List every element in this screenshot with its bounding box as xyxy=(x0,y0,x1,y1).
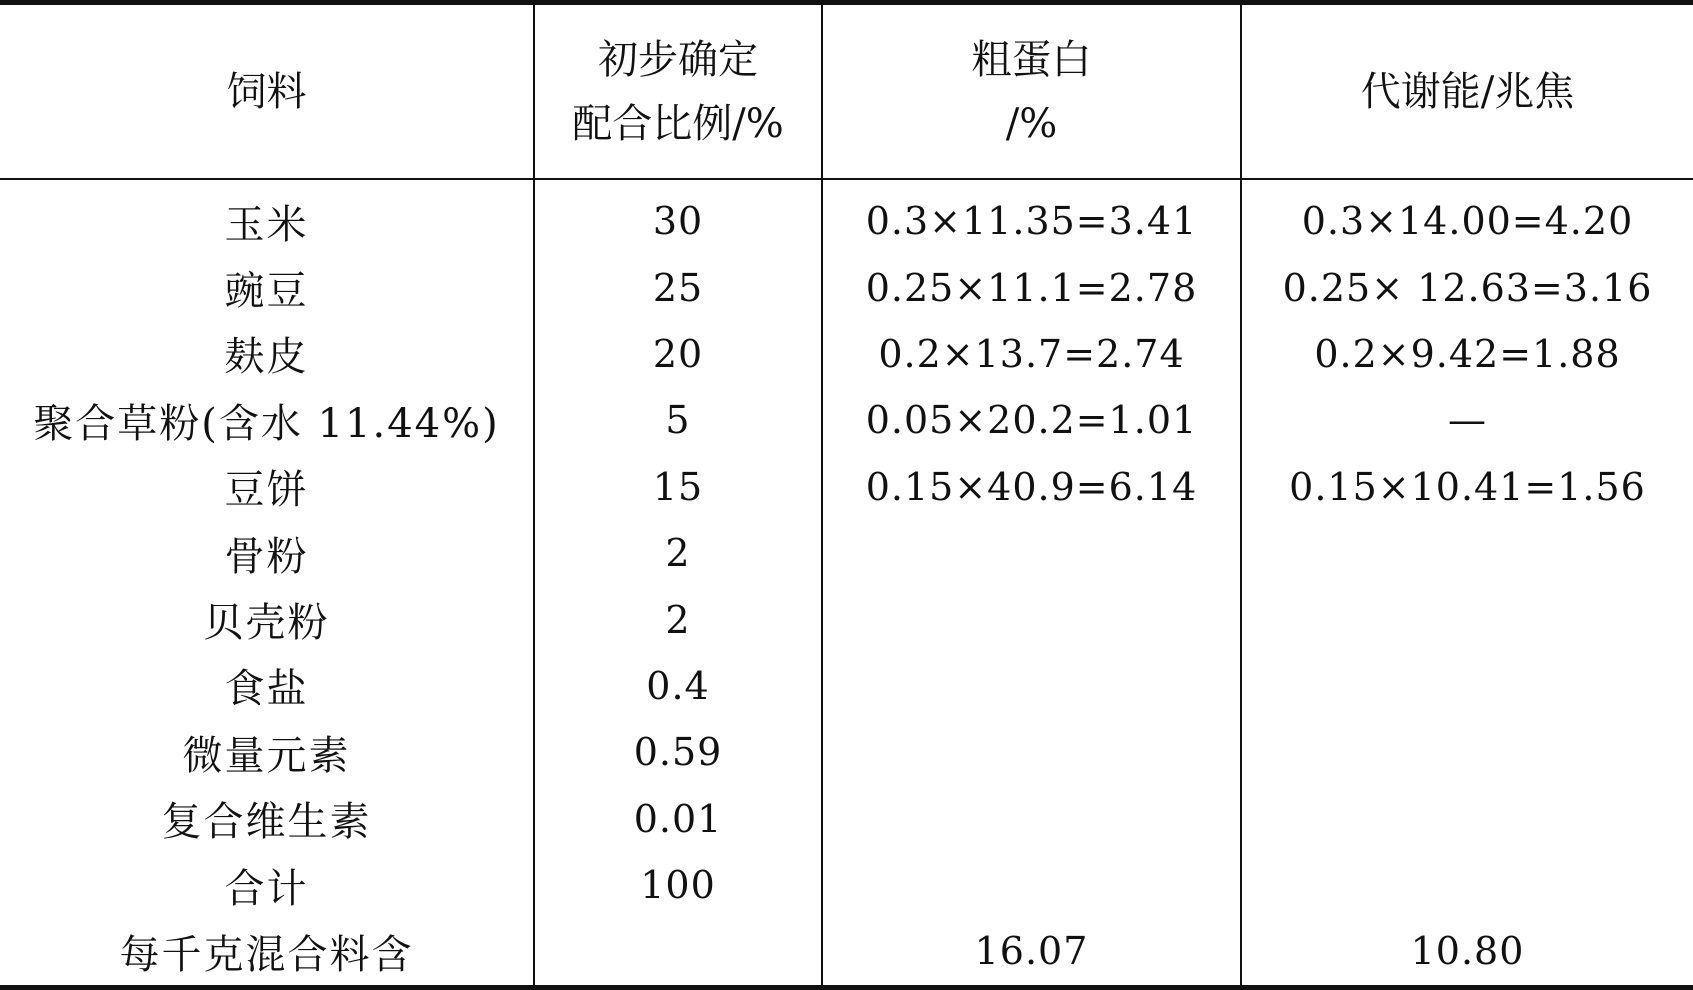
table-row xyxy=(0,321,1693,387)
energy-cell xyxy=(1241,786,1693,852)
ratio-cell: 0.01 xyxy=(534,786,822,852)
feed-cell: 贝壳粉 xyxy=(203,600,330,647)
header-feed-line-1: 饲料 xyxy=(226,68,307,115)
energy-cell xyxy=(1241,586,1693,652)
ratio-cell: 2 xyxy=(534,520,822,586)
table-row xyxy=(0,454,1693,520)
protein-cell xyxy=(822,852,1241,918)
ratio-cell: 25 xyxy=(534,254,822,320)
table-row xyxy=(0,918,1693,987)
protein-cell xyxy=(822,586,1241,652)
header-row xyxy=(0,3,1693,180)
energy-cell: 0.15×10.41=1.56 xyxy=(1241,454,1693,520)
energy-cell: 0.25× 12.63=3.16 xyxy=(1241,254,1693,320)
energy-cell xyxy=(1241,520,1693,586)
header-ratio xyxy=(534,3,822,180)
table-body xyxy=(0,179,1693,987)
feed-cell: 豆饼 xyxy=(224,467,309,514)
header-energy-line-1: 代谢能/兆焦 xyxy=(1360,68,1575,115)
header-feed xyxy=(0,3,534,180)
table-row xyxy=(0,586,1693,652)
feed-cell: 骨粉 xyxy=(224,533,309,580)
protein-cell: 0.15×40.9=6.14 xyxy=(822,454,1241,520)
protein-cell: 16.07 xyxy=(822,918,1241,987)
energy-cell: — xyxy=(1241,387,1693,453)
table-row xyxy=(0,254,1693,320)
table-header xyxy=(0,3,1693,180)
protein-cell: 0.3×11.35=3.41 xyxy=(822,179,1241,254)
protein-cell xyxy=(822,653,1241,719)
header-protein-line-2: /% xyxy=(1005,100,1058,147)
ratio-cell: 15 xyxy=(534,454,822,520)
ratio-cell: 5 xyxy=(534,387,822,453)
feed-cell: 聚合草粉(含水 11.44%) xyxy=(33,400,500,447)
energy-cell: 0.2×9.42=1.88 xyxy=(1241,321,1693,387)
energy-cell xyxy=(1241,653,1693,719)
feed-cell: 麸皮 xyxy=(224,334,309,381)
header-ratio-line-2: 配合比例/% xyxy=(572,100,784,147)
protein-cell: 0.05×20.2=1.01 xyxy=(822,387,1241,453)
table-row xyxy=(0,852,1693,918)
feed-cell: 每千克混合料含 xyxy=(0,918,534,987)
table-row xyxy=(0,719,1693,785)
table-row xyxy=(0,520,1693,586)
protein-cell xyxy=(822,719,1241,785)
header-energy xyxy=(1241,3,1693,180)
ratio-cell: 0.4 xyxy=(534,653,822,719)
feed-cell: 合计 xyxy=(224,865,309,912)
header-protein-line-1: 粗蛋白 xyxy=(971,36,1092,83)
feed-cell: 食盐 xyxy=(224,666,309,713)
energy-cell: 0.3×14.00=4.20 xyxy=(1241,179,1693,254)
protein-cell: 0.25×11.1=2.78 xyxy=(822,254,1241,320)
header-protein xyxy=(822,3,1241,180)
ratio-cell: 20 xyxy=(534,321,822,387)
protein-cell: 0.2×13.7=2.74 xyxy=(822,321,1241,387)
feed-cell: 复合维生素 xyxy=(161,799,372,846)
table-row xyxy=(0,653,1693,719)
energy-cell xyxy=(1241,852,1693,918)
ratio-cell: 2 xyxy=(534,586,822,652)
table-row xyxy=(0,179,1693,254)
header-ratio-line-1: 初步确定 xyxy=(598,36,758,83)
energy-cell xyxy=(1241,719,1693,785)
protein-cell xyxy=(822,520,1241,586)
table-row xyxy=(0,786,1693,852)
feed-cell: 豌豆 xyxy=(224,268,309,315)
ratio-cell: 30 xyxy=(534,179,822,254)
feed-cell: 玉米 xyxy=(224,201,309,248)
protein-cell xyxy=(822,786,1241,852)
ratio-cell: 0.59 xyxy=(534,719,822,785)
feed-cell: 微量元素 xyxy=(182,732,351,779)
energy-cell: 10.80 xyxy=(1241,918,1693,987)
table-row xyxy=(0,387,1693,453)
ratio-cell: 100 xyxy=(534,852,822,918)
ratio-cell xyxy=(534,918,822,987)
